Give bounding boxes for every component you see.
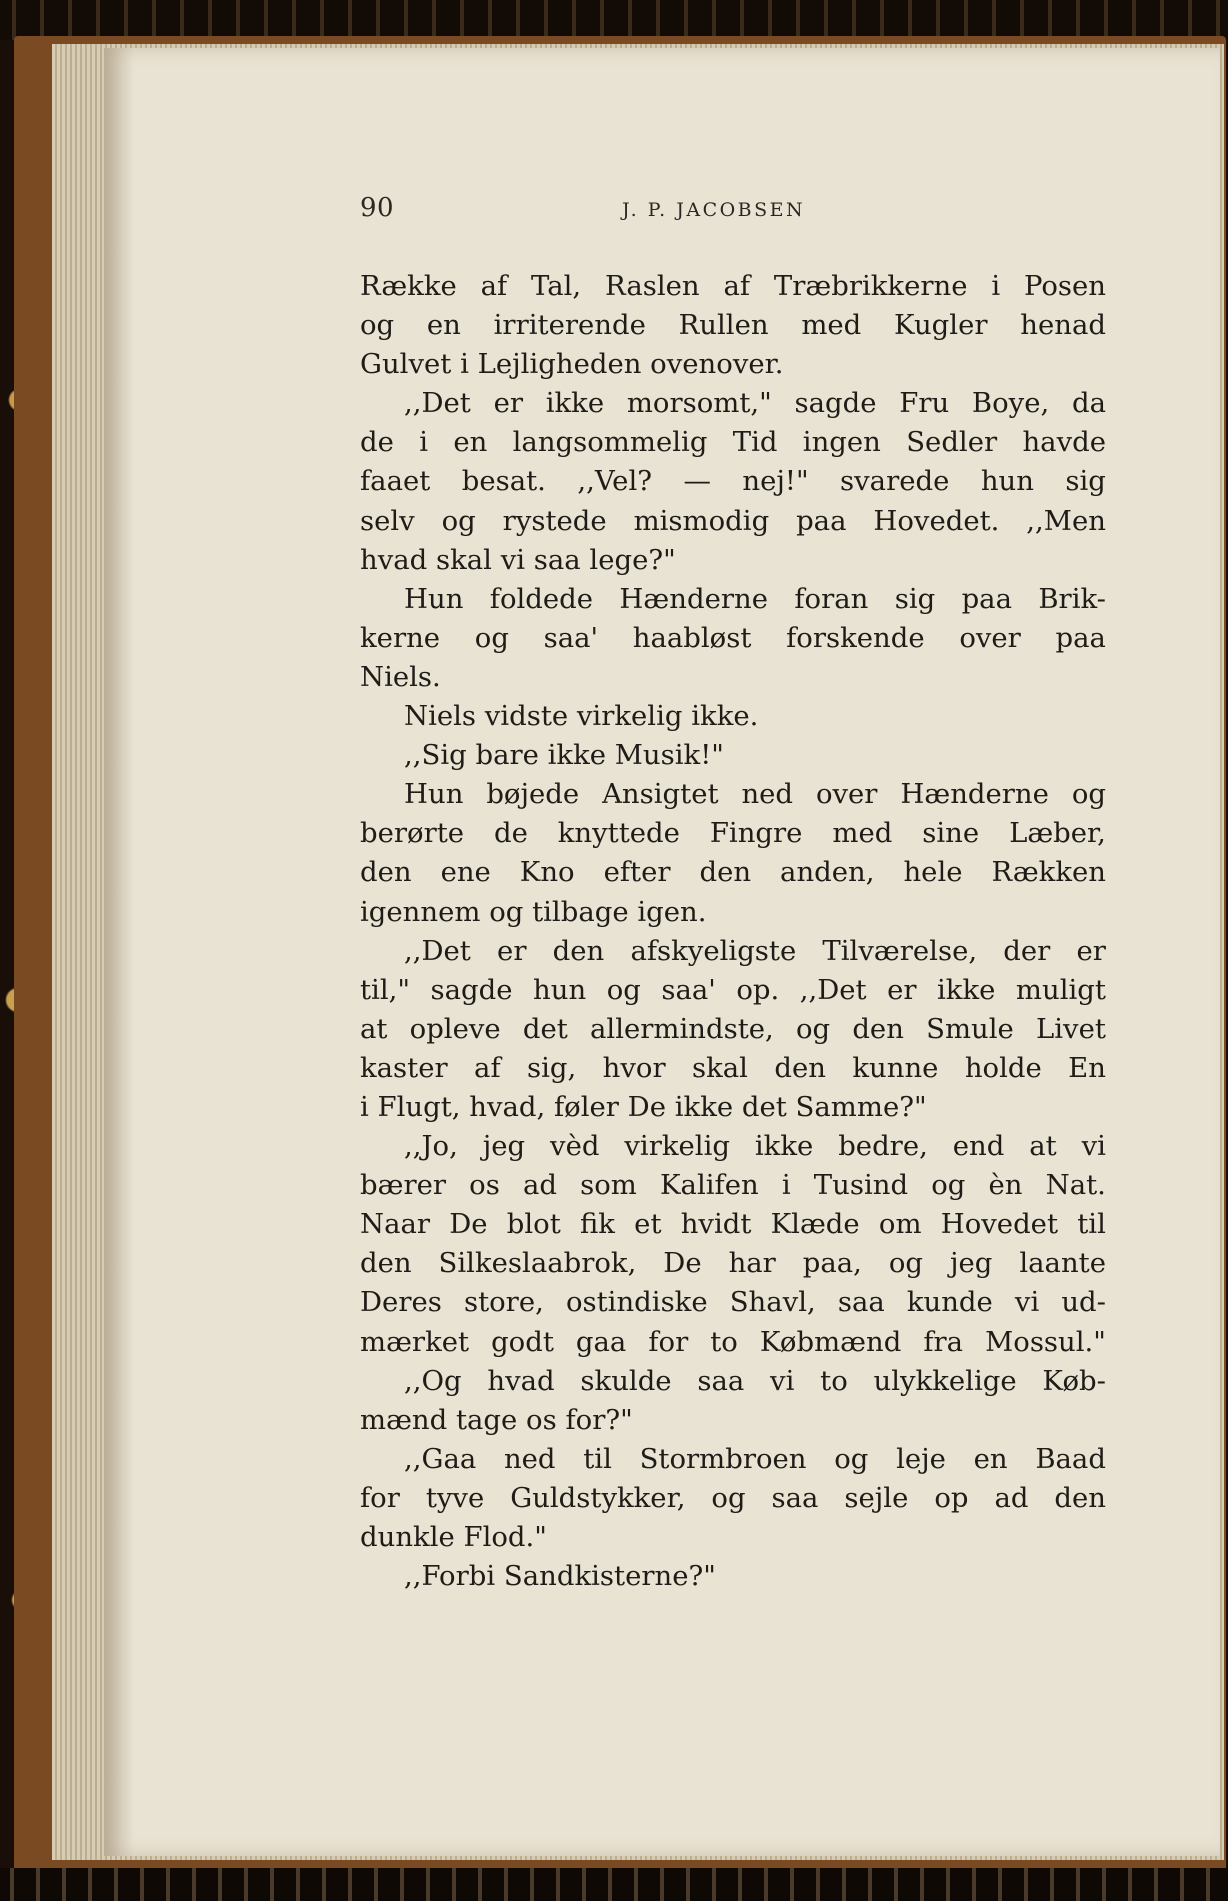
word: paa — [1055, 621, 1106, 654]
word: fra — [923, 1325, 964, 1358]
text-line — [360, 814, 1106, 853]
word: den — [552, 934, 605, 967]
word: sig, — [527, 1051, 577, 1084]
word: kerne — [360, 621, 441, 654]
word: efter — [603, 856, 671, 889]
word: paa — [796, 504, 847, 537]
word: to — [820, 1364, 848, 1397]
word: op — [934, 1481, 969, 1514]
word: afskyeligste — [630, 934, 797, 967]
word: Fingre — [709, 817, 803, 850]
word: leje — [896, 1442, 946, 1475]
word: jeg — [950, 1247, 993, 1280]
word: — — [683, 465, 711, 498]
text-line: Gulvet i Lejligheden ovenover. — [360, 348, 784, 381]
text-line — [360, 1440, 1106, 1479]
word: hun — [980, 465, 1034, 498]
word: knyttede — [557, 817, 680, 850]
word: hvor — [602, 1051, 666, 1084]
word: ,,Det — [799, 973, 867, 1006]
word: bedre, — [838, 1130, 928, 1163]
word: opleve — [409, 1012, 501, 1045]
word: skal — [692, 1051, 748, 1084]
text-line — [360, 423, 1106, 462]
word: til — [1077, 1208, 1106, 1241]
word: ad — [994, 1481, 1029, 1514]
text-line: i Flugt, hvad, føler De ikke det Samme?" — [360, 1090, 927, 1123]
word: mismodig — [633, 504, 770, 537]
word: berørte — [360, 817, 465, 850]
word: Stormbroen — [639, 1442, 807, 1475]
word: ikke — [545, 387, 605, 420]
word: ,,Jo, — [404, 1130, 458, 1163]
word: Tid — [732, 426, 778, 459]
word: foldede — [489, 582, 594, 615]
word: nej!" — [742, 465, 809, 498]
word: allermindste, — [590, 1012, 774, 1045]
word: de — [360, 426, 394, 459]
word: ud- — [1061, 1286, 1106, 1319]
word: en — [973, 1442, 1008, 1475]
word: Posen — [1023, 270, 1106, 302]
word: og — [474, 621, 509, 654]
word: Boye, — [971, 387, 1050, 420]
word: er — [1076, 934, 1106, 967]
word: Køb- — [1042, 1364, 1106, 1397]
word: to — [710, 1325, 738, 1358]
text-line — [360, 1283, 1106, 1322]
text-line — [360, 1010, 1106, 1049]
word: ostindiske — [565, 1286, 708, 1319]
word: muligt — [1015, 973, 1106, 1006]
word: med — [832, 817, 893, 850]
text-line — [360, 384, 1106, 423]
word: en — [453, 426, 488, 459]
text-line: hvad skal vi saa lege?" — [360, 543, 676, 576]
word: at — [1029, 1130, 1057, 1163]
word: vi — [1081, 1130, 1106, 1163]
word: og — [834, 1442, 869, 1475]
word: Købmænd — [759, 1325, 902, 1358]
word: os — [469, 1169, 500, 1202]
word: hvidt — [680, 1208, 752, 1241]
text-line — [360, 971, 1106, 1010]
text-line — [360, 580, 1106, 619]
word: der — [1003, 934, 1051, 967]
text-line — [360, 267, 1106, 306]
word: over — [815, 778, 878, 811]
word: Træbrikkerne — [773, 270, 968, 302]
word: Hun — [404, 582, 464, 615]
word: skulde — [580, 1364, 672, 1397]
word: hele — [903, 856, 963, 889]
word: i — [781, 1169, 791, 1202]
word: og — [711, 1481, 746, 1514]
word: bøjede — [486, 778, 580, 811]
word: Raslen — [605, 270, 700, 302]
word: ,,Det — [404, 934, 471, 967]
word: forskende — [786, 621, 925, 654]
text-line: Niels. — [360, 660, 441, 693]
word: ,,Det — [404, 387, 471, 420]
word: haabløst — [632, 621, 752, 654]
word: til — [583, 1442, 612, 1475]
word: Hænderne — [900, 778, 1049, 811]
word: ingen — [802, 426, 881, 459]
word: mærket — [360, 1325, 470, 1358]
word: virkelig — [624, 1130, 730, 1163]
word: ulykkelige — [873, 1364, 1017, 1397]
word: blot — [506, 1208, 561, 1241]
word: af — [474, 1051, 501, 1084]
text-line — [360, 1479, 1106, 1518]
text-line — [360, 853, 1106, 892]
word: selv — [360, 504, 415, 537]
body-text — [360, 267, 1106, 1596]
word: besat. — [461, 465, 546, 498]
word: ad — [522, 1169, 557, 1202]
word: ,,Men — [1026, 504, 1106, 537]
word: sine — [922, 817, 980, 850]
word: sig — [894, 582, 936, 615]
word: Livet — [1036, 1012, 1106, 1045]
text-line: ,,Forbi Sandkisterne?" — [404, 1560, 716, 1593]
word: havde — [1022, 426, 1106, 459]
word: om — [878, 1208, 922, 1241]
text-line — [360, 502, 1106, 541]
word: de — [493, 817, 528, 850]
word: saa — [837, 1286, 885, 1319]
word: En — [1068, 1051, 1106, 1084]
word: saa — [771, 1481, 819, 1514]
word: af — [480, 270, 508, 302]
word: tyve — [425, 1481, 485, 1514]
word: op. — [736, 973, 780, 1006]
word: paa — [961, 582, 1012, 615]
word: sagde — [430, 973, 513, 1006]
word: Mossul." — [985, 1325, 1106, 1358]
word: den — [1054, 1481, 1106, 1514]
word: i — [991, 270, 1001, 302]
word: Nat. — [1045, 1169, 1106, 1202]
text-line — [360, 1205, 1106, 1244]
word: det — [522, 1012, 568, 1045]
running-title: J. P. JACOBSEN — [622, 199, 806, 221]
word: at — [360, 1012, 388, 1045]
word: hun — [533, 973, 587, 1006]
text-line: igennem og tilbage igen. — [360, 895, 707, 928]
word: Rullen — [678, 309, 769, 342]
word: godt — [491, 1325, 554, 1358]
word: Tusind — [813, 1169, 909, 1202]
word: Hun — [404, 778, 464, 811]
word: Række — [360, 270, 457, 302]
word: sig — [1065, 465, 1106, 498]
word: ,,Gaa — [404, 1442, 477, 1475]
word: Hovedet — [940, 1208, 1059, 1241]
word: end — [952, 1130, 1005, 1163]
word: med — [801, 309, 862, 342]
text-line: dunkle Flod." — [360, 1521, 547, 1553]
word: Læber, — [1009, 817, 1106, 850]
word: en — [426, 309, 461, 342]
word: anden, — [780, 856, 875, 889]
word: er — [497, 934, 527, 967]
word: Hænderne — [619, 582, 768, 615]
word: vi — [770, 1364, 795, 1397]
word: Shavl, — [729, 1286, 816, 1319]
word: irriterende — [493, 309, 646, 342]
word: kaster — [360, 1051, 448, 1084]
word: bærer — [360, 1169, 447, 1202]
word: er — [887, 973, 917, 1006]
word: Brik- — [1038, 582, 1106, 615]
text-line: ,,Sig bare ikke Musik!" — [404, 739, 724, 772]
word: gaa — [575, 1325, 627, 1358]
word: et — [634, 1208, 662, 1241]
word: kunne — [852, 1051, 939, 1084]
text-line — [360, 462, 1106, 501]
word: Hovedet. — [873, 504, 1000, 537]
word: over — [959, 621, 1021, 654]
text-line — [360, 1127, 1106, 1166]
word: store, — [463, 1286, 544, 1319]
word: ned — [741, 778, 794, 811]
word: ,,Og — [404, 1364, 462, 1397]
word: for — [360, 1481, 400, 1514]
word: fik — [579, 1208, 615, 1241]
word: Rækken — [991, 856, 1106, 889]
word: Deres — [360, 1286, 442, 1319]
word: hvad — [487, 1364, 555, 1397]
text-line — [360, 1049, 1106, 1088]
word: den — [852, 1012, 904, 1045]
word: og — [441, 504, 476, 537]
text-line: Niels vidste virkelig ikke. — [404, 700, 759, 733]
word: af — [723, 270, 751, 302]
word: faaet — [360, 465, 431, 498]
word: ikke — [754, 1130, 814, 1163]
word: og — [888, 1247, 924, 1280]
word: Klæde — [770, 1208, 860, 1241]
cover-bottom-edge — [0, 1868, 1228, 1901]
word: Kno — [519, 856, 575, 889]
word: saa — [697, 1364, 745, 1397]
word: og — [360, 309, 395, 342]
text-line — [360, 1166, 1106, 1205]
word: laante — [1019, 1247, 1106, 1280]
word: den — [699, 856, 752, 889]
word: svarede — [840, 465, 950, 498]
word: og — [931, 1169, 966, 1202]
word: De — [663, 1247, 702, 1280]
word: henad — [1020, 309, 1106, 342]
word: Ansigtet — [602, 778, 719, 811]
word: vi — [1014, 1286, 1040, 1319]
word: og — [1071, 778, 1106, 811]
text-line — [360, 775, 1106, 814]
word: Smule — [926, 1012, 1014, 1045]
word: er — [493, 387, 523, 420]
word: til," — [360, 973, 411, 1006]
word: ene — [440, 856, 491, 889]
text-line — [360, 1244, 1106, 1283]
word: Naar — [360, 1208, 430, 1241]
word: rystede — [502, 504, 607, 537]
text-line — [360, 1362, 1106, 1401]
page-number: 90 — [360, 193, 395, 223]
word: Fru — [899, 387, 950, 420]
text-line — [360, 932, 1106, 971]
text-line — [360, 306, 1106, 345]
word: Tilværelse, — [822, 934, 978, 967]
spine-shadow — [104, 48, 134, 1856]
word: for — [648, 1325, 689, 1358]
cover-top-edge — [0, 0, 1228, 40]
word: kunde — [906, 1286, 993, 1319]
word: den — [360, 1247, 412, 1280]
word: ,,Vel? — [577, 465, 652, 498]
word: foran — [794, 582, 869, 615]
word: i — [419, 426, 428, 459]
word: saa' — [543, 621, 599, 654]
word: Silkeslaabrok, — [438, 1247, 637, 1280]
word: saa' — [661, 973, 716, 1006]
word: som — [580, 1169, 637, 1202]
word: vèd — [550, 1130, 600, 1163]
word: sejle — [844, 1481, 909, 1514]
word: ned — [503, 1442, 556, 1475]
word: den — [774, 1051, 826, 1084]
word: og — [795, 1012, 831, 1045]
word: har — [728, 1247, 776, 1280]
word: Kugler — [894, 309, 988, 342]
word: sagde — [794, 387, 877, 420]
word: ikke — [937, 973, 996, 1006]
word: morsomt," — [626, 387, 772, 420]
word: Guldstykker, — [510, 1481, 686, 1514]
word: da — [1071, 387, 1106, 420]
word: Kalifen — [660, 1169, 759, 1202]
word: De — [449, 1208, 488, 1241]
text-line — [360, 1323, 1106, 1362]
text-line: mænd tage os for?" — [360, 1403, 633, 1436]
word: holde — [964, 1051, 1042, 1084]
word: Baad — [1035, 1442, 1106, 1475]
word: Tal, — [531, 270, 582, 302]
word: Sedler — [906, 426, 998, 459]
word: paa, — [802, 1247, 862, 1280]
word: jeg — [482, 1130, 526, 1163]
word: èn — [988, 1169, 1023, 1202]
word: langsommelig — [512, 426, 708, 459]
word: den — [360, 856, 412, 889]
text-line — [360, 619, 1106, 658]
word: og — [606, 973, 641, 1006]
